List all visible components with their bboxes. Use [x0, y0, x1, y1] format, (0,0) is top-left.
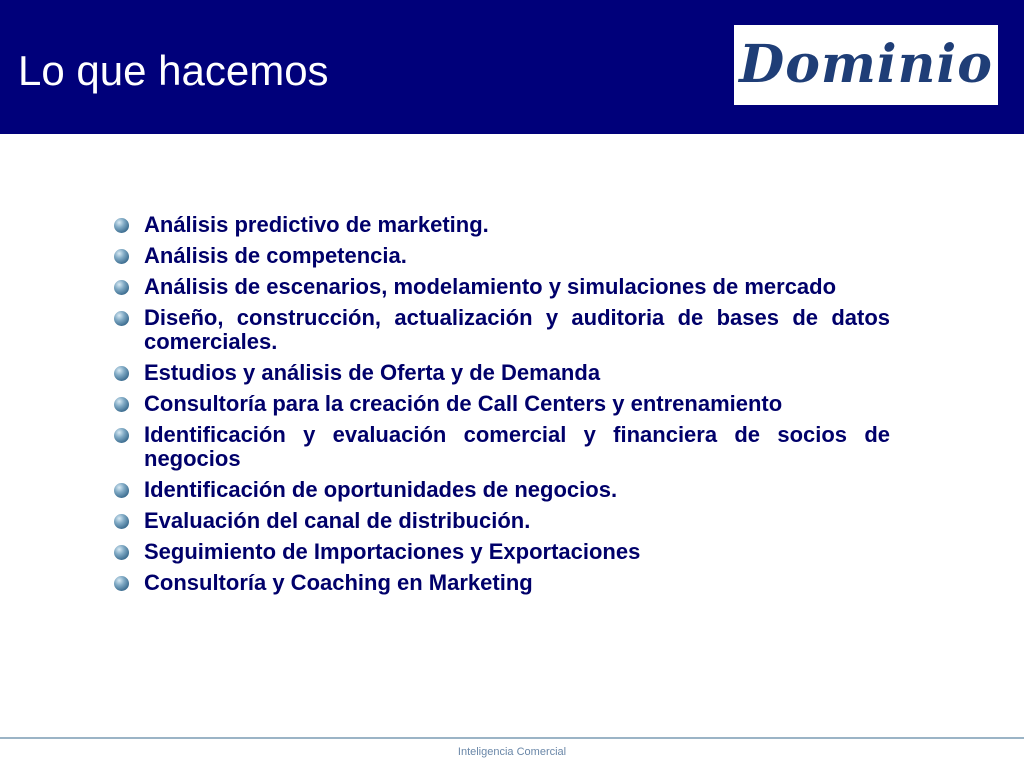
- bullet-sphere-icon: [114, 545, 129, 560]
- list-item: Análisis de escenarios, modelamiento y simulaciones de mercado: [114, 275, 890, 299]
- bullet-sphere-icon: [114, 366, 129, 381]
- list-item: Evaluación del canal de distribución.: [114, 509, 890, 533]
- footer-text: Inteligencia Comercial: [457, 746, 567, 758]
- list-item: Identificación y evaluación comercial y financiera de socios de negocios: [114, 423, 890, 471]
- bullet-sphere-icon: [114, 218, 129, 233]
- page-title: Lo que hacemos: [18, 47, 329, 94]
- list-item: Consultoría y Coaching en Marketing: [114, 571, 890, 595]
- list-item: Consultoría para la creación de Call Centers y entrenamiento: [114, 392, 890, 416]
- list-item: Diseño, construcción, actualización y auditoria de bases de datos comerciales.: [114, 306, 890, 354]
- dominio-logo: [734, 25, 998, 105]
- list-item: Seguimiento de Importaciones y Exportaciones: [114, 540, 890, 564]
- bullet-sphere-icon: [114, 311, 129, 326]
- list-item: Análisis predictivo de marketing.: [114, 213, 890, 237]
- header-bar: [0, 0, 1024, 134]
- logo-text: Dominio: [739, 34, 993, 95]
- list-item: Identificación de oportunidades de negocios.: [114, 478, 890, 502]
- bullet-sphere-icon: [114, 397, 129, 412]
- list-item: Análisis de competencia.: [114, 244, 890, 268]
- bullet-sphere-icon: [114, 280, 129, 295]
- dominio-logo-wordmark: [734, 25, 998, 105]
- list-item: Estudios y análisis de Oferta y de Demanda: [114, 361, 890, 385]
- bullet-sphere-icon: [114, 514, 129, 529]
- bullet-sphere-icon: [114, 576, 129, 591]
- footer-divider: [0, 737, 1024, 739]
- bullet-sphere-icon: [114, 428, 129, 443]
- services-list: [114, 213, 890, 602]
- bullet-sphere-icon: [114, 483, 129, 498]
- bullet-sphere-icon: [114, 249, 129, 264]
